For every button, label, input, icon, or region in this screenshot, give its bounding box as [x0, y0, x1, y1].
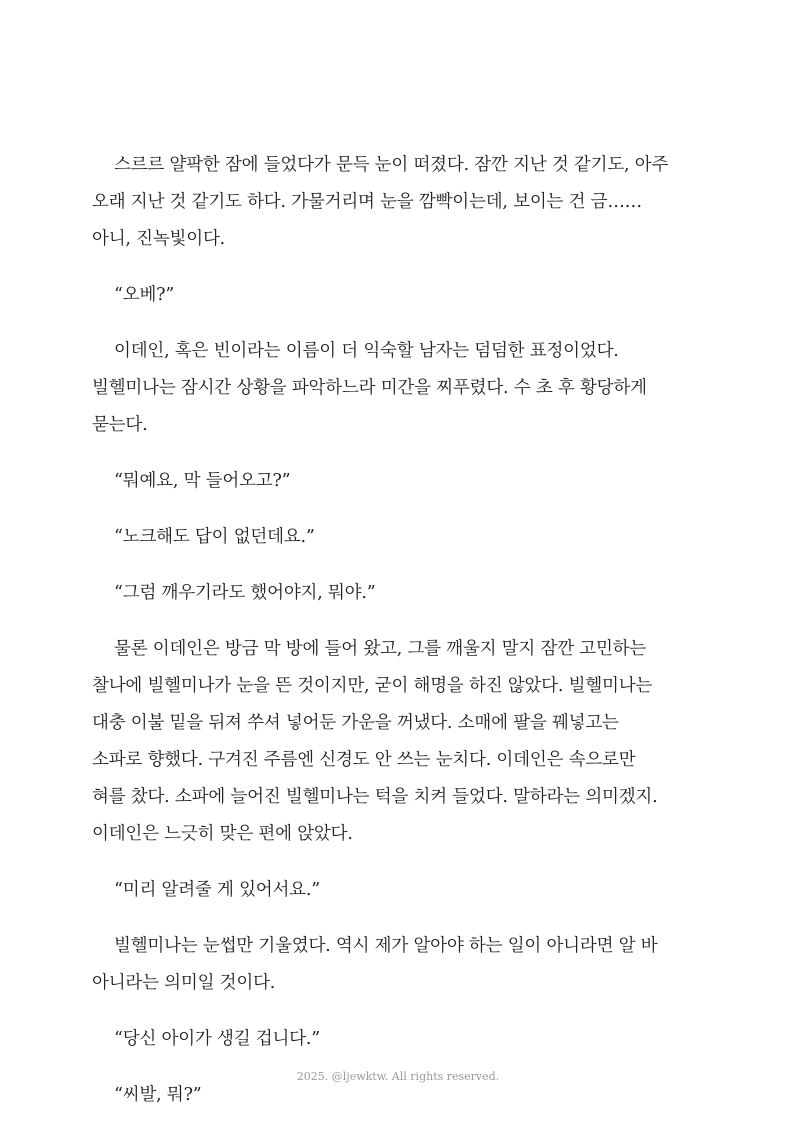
- narration-paragraph: [92, 928, 710, 1002]
- dialogue-paragraph: [92, 519, 710, 556]
- dialogue-line: “뭐예요, 막 들어오고?”: [114, 471, 291, 491]
- text-line: 아니, 진녹빛이다.: [92, 229, 226, 249]
- text-line: 소파로 향했다. 구겨진 주름엔 신경도 안 쓰는 눈치다. 이데인은 속으로만: [92, 750, 636, 770]
- dialogue-line: “미리 알려줄 게 있어서요.”: [114, 880, 320, 900]
- narration-paragraph: [92, 333, 710, 444]
- text-line: 대충 이불 밑을 뒤져 쑤셔 넣어둔 가운을 꺼냈다. 소매에 팔을 꿰넣고는: [92, 713, 619, 733]
- dialogue-line: “씨발, 뭐?”: [114, 1085, 202, 1105]
- dialogue-paragraph: [92, 277, 710, 314]
- text-line: 빌헬미나는 눈썹만 기울였다. 역시 제가 알아야 하는 일이 아니라면 알 바: [114, 936, 658, 956]
- text-line: 아니라는 의미일 것이다.: [92, 973, 276, 993]
- dialogue-paragraph: [92, 463, 710, 500]
- narration-paragraph: [92, 631, 710, 853]
- text-line: 묻는다.: [92, 415, 148, 435]
- dialogue-paragraph: [92, 872, 710, 909]
- text-line: 물론 이데인은 방금 막 방에 들어 왔고, 그를 깨울지 말지 잠깐 고민하는: [114, 639, 647, 659]
- text-line: 찰나에 빌헬미나가 눈을 뜬 것이지만, 굳이 해명을 하진 않았다. 빌헬미나는: [92, 676, 653, 696]
- dialogue-line: “오베?”: [114, 285, 175, 305]
- dialogue-line: “노크해도 답이 없던데요.”: [114, 527, 315, 547]
- text-line: 이데인, 혹은 빈이라는 이름이 더 익숙할 남자는 덤덤한 표정이었다.: [114, 341, 619, 361]
- text-line: 스르르 얄팍한 잠에 들었다가 문득 눈이 떠졌다. 잠깐 지난 것 같기도, 아주: [114, 155, 669, 175]
- text-line: 오래 지난 것 같기도 하다. 가물거리며 눈을 깜빡이는데, 보이는 건 금……: [92, 192, 642, 212]
- text-line: 혀를 찼다. 소파에 늘어진 빌헬미나는 턱을 치켜 들었다. 말하라는 의미겠지.: [92, 787, 658, 807]
- dialogue-paragraph: [92, 1021, 710, 1058]
- dialogue-line: “그럼 깨우기라도 했어야지, 뭐야.”: [114, 583, 376, 603]
- dialogue-paragraph: [92, 575, 710, 612]
- document-body: [92, 147, 710, 1133]
- dialogue-line: “당신 아이가 생길 겁니다.”: [114, 1029, 320, 1049]
- text-line: 이데인은 느긋히 맞은 편에 앉았다.: [92, 824, 353, 844]
- narration-paragraph: [92, 147, 710, 258]
- text-line: 빌헬미나는 잠시간 상황을 파악하느라 미간을 찌푸렸다. 수 초 후 황당하게: [92, 378, 647, 398]
- copyright-footer: 2025. @ljewktw. All rights reserved.: [296, 1070, 500, 1083]
